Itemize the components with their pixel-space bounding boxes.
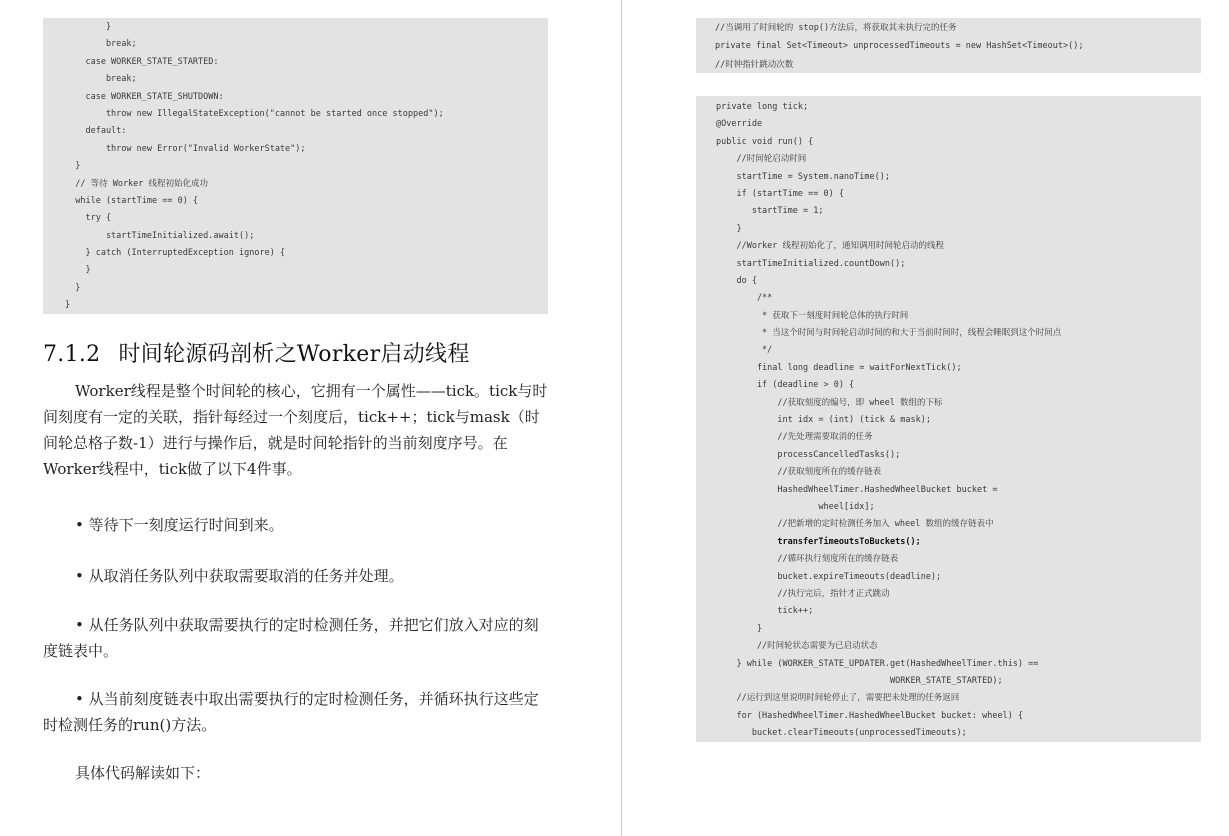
section-title: 时间轮源码剖析之Worker启动线程 bbox=[118, 342, 470, 367]
code-line: } bbox=[65, 161, 81, 172]
code-line: //时间轮启动时间 bbox=[716, 154, 807, 165]
code-line: } bbox=[65, 265, 91, 276]
code-line: //时间轮状态需要为已启动状态 bbox=[716, 641, 878, 652]
code-line: //先处理需要取消的任务 bbox=[716, 432, 873, 443]
code-line: //循环执行刻度所在的缓存链表 bbox=[716, 554, 899, 565]
code-line: transferTimeoutsToBuckets(); bbox=[716, 536, 921, 547]
code-line: } while (WORKER_STATE_UPDATER.get(HashedWheelTimer.this) == bbox=[716, 658, 1039, 669]
code-listing-left bbox=[43, 18, 548, 314]
code-line: for (HashedWheelTimer.HashedWheelBucket bucket: wheel) { bbox=[716, 710, 1024, 721]
code-line: //获取刻度的编号，即 wheel 数组的下标 bbox=[716, 397, 943, 408]
code-line: case WORKER_STATE_STARTED: bbox=[65, 56, 219, 67]
code-line: bucket.expireTimeouts(deadline); bbox=[716, 571, 942, 582]
code-line: //把新增的定时检测任务加入 wheel 数组的缓存链表中 bbox=[716, 519, 994, 530]
code-line: tick++; bbox=[716, 606, 814, 617]
code-line: WORKER_STATE_STARTED); bbox=[716, 675, 1003, 686]
code-line: break; bbox=[65, 39, 137, 50]
code-line: //当调用了时间轮的 stop()方法后，将获取其未执行完的任务 bbox=[715, 23, 957, 33]
code-line: final long deadline = waitForNextTick(); bbox=[716, 362, 962, 373]
code-line: } bbox=[716, 623, 763, 634]
code-line: */ bbox=[716, 345, 773, 356]
code-line: //执行完后，指针才正式跳动 bbox=[716, 588, 890, 599]
closing-paragraph: 具体代码解读如下： bbox=[75, 764, 211, 782]
code-line: public void run() { bbox=[716, 136, 814, 147]
code-line: break; bbox=[65, 74, 137, 85]
code-line: startTimeInitialized.await(); bbox=[65, 230, 255, 241]
code-line: throw new IllegalStateException("cannot be started once stopped"); bbox=[65, 108, 444, 119]
section-number: 7.1.2 bbox=[43, 342, 101, 367]
code-listing-right-top bbox=[696, 18, 1201, 73]
code-line: startTime = System.nanoTime(); bbox=[716, 171, 890, 182]
code-line: } bbox=[65, 22, 112, 32]
intro-paragraph: Worker线程是整个时间轮的核心，它拥有一个属性——tick。tick与时间刻度有一定的关联，指针每经过一个刻度后，tick++；tick与mask（时间轮总格子数-1）进行与操作后，就是时间轮指针的当前刻度序号。在Worker线程中，tick做了以下4件事。 bbox=[43, 382, 548, 478]
code-line: private long tick; bbox=[716, 102, 809, 112]
bullet-item-3: • 从任务队列中获取需要执行的定时检测任务，并把它们放入对应的刻度链表中。 bbox=[43, 616, 539, 660]
code-line: @Override bbox=[716, 119, 763, 130]
code-line: //Worker 线程初始化了，通知调用时间轮启动的线程 bbox=[716, 241, 945, 252]
code-line: default: bbox=[65, 126, 127, 137]
code-line: processCancelledTasks(); bbox=[716, 449, 901, 460]
code-line: try { bbox=[65, 213, 112, 224]
right-page bbox=[623, 0, 1229, 836]
code-line: } bbox=[716, 223, 742, 234]
code-line: if (deadline > 0) { bbox=[716, 380, 855, 391]
code-line: * 当这个时间与时间轮启动时间的和大于当前时间时，线程会睡眠到这个时间点 bbox=[716, 328, 1062, 339]
code-line: startTimeInitialized.countDown(); bbox=[716, 258, 906, 269]
code-line: //运行到这里说明时间轮停止了，需要把未处理的任务返回 bbox=[716, 693, 960, 704]
code-line: } bbox=[65, 300, 71, 311]
code-line: /** bbox=[716, 293, 773, 304]
code-line: int idx = (int) (tick & mask); bbox=[716, 415, 931, 426]
section-heading bbox=[43, 337, 470, 368]
bullet-item-1: • 等待下一刻度运行时间到来。 bbox=[75, 516, 284, 534]
code-line: bucket.clearTimeouts(unprocessedTimeouts); bbox=[716, 728, 967, 739]
code-line: private final Set<Timeout> unprocessedTimeouts = new HashSet<Timeout>(); bbox=[715, 41, 1084, 52]
code-line: startTime = 1; bbox=[716, 206, 824, 217]
code-line: // 等待 Worker 线程初始化成功 bbox=[65, 178, 209, 189]
code-line: throw new Error("Invalid WorkerState"); bbox=[65, 143, 306, 154]
code-line: } bbox=[65, 282, 81, 293]
code-line: do { bbox=[716, 275, 757, 286]
code-line: while (startTime == 0) { bbox=[65, 195, 199, 206]
code-line: if (startTime == 0) { bbox=[716, 188, 844, 199]
code-line: * 获取下一刻度时间轮总体的执行时间 bbox=[716, 310, 909, 321]
bullet-item-2: • 从取消任务队列中获取需要取消的任务并处理。 bbox=[75, 567, 404, 585]
code-line: //获取刻度所在的缓存链表 bbox=[716, 467, 882, 478]
bullet-item-4: • 从当前刻度链表中取出需要执行的定时检测任务，并循环执行这些定时检测任务的run()方法。 bbox=[43, 690, 539, 734]
page-divider bbox=[621, 0, 622, 836]
code-line: } catch (InterruptedException ignore) { bbox=[65, 248, 286, 259]
code-line: HashedWheelTimer.HashedWheelBucket bucket = bbox=[716, 484, 998, 495]
code-line: case WORKER_STATE_SHUTDOWN: bbox=[65, 91, 224, 102]
code-listing-right-main bbox=[696, 96, 1201, 742]
code-line: //时钟指针跳动次数 bbox=[715, 59, 794, 70]
code-line: wheel[idx]; bbox=[716, 501, 875, 512]
